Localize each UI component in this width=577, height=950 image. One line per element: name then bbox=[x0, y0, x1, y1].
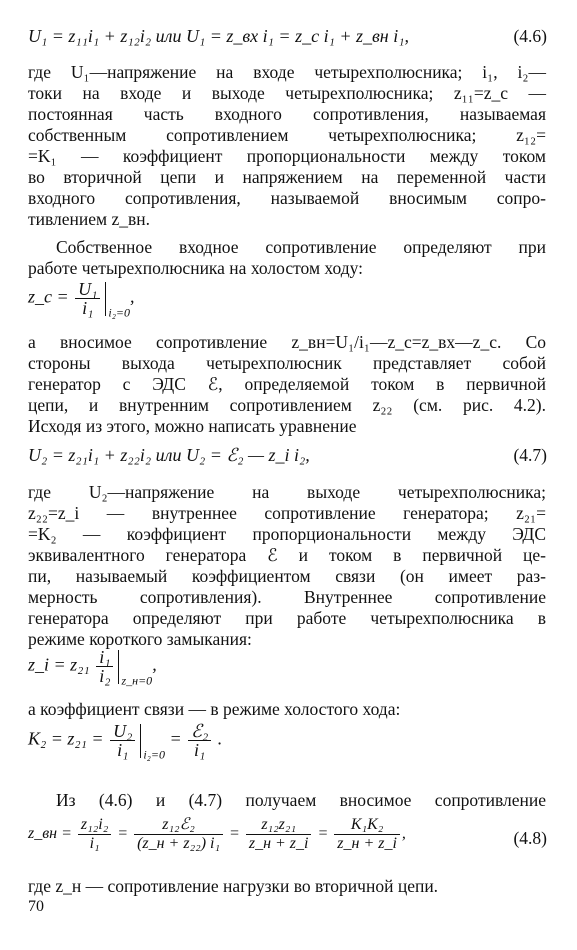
para1-line-6: во вторичной цепи и напряжением на переменной части bbox=[28, 167, 546, 187]
equation-4-8-equals-3: = bbox=[317, 825, 329, 843]
equation-k2-lhs: K₂ = z₂₁ = bbox=[28, 728, 104, 749]
equation-4-8-fraction-3 bbox=[246, 816, 312, 853]
equation-4-8-denominator-2: (z_н + z₂₂) i₁ bbox=[137, 835, 221, 852]
equation-k2-numerator-2: ℰ₂ bbox=[188, 722, 211, 741]
equation-4-8-denominator-3: z_н + z_i bbox=[248, 835, 309, 852]
equation-4-8-denominator-1: i₁ bbox=[89, 835, 100, 852]
equation-zi-condition: z_н=0 bbox=[121, 673, 153, 688]
equation-4-6-formula: U₁ = z₁₁i₁ + z₁₂i₂ или U₁ = z_вх i₁ = z_с i₁ + z_вн i₁, bbox=[28, 26, 409, 46]
para1-line-5: =K₁ — коэффициент пропорциональности между током bbox=[28, 146, 546, 166]
equation-zi-fraction bbox=[96, 648, 113, 685]
equation-4-8 bbox=[28, 816, 546, 864]
para3-line-5: Исходя из этого, можно написать уравнение bbox=[28, 416, 357, 436]
equation-4-8-numerator-4: K₁K₂ bbox=[334, 816, 400, 835]
para1-line-2: токи на входе и выходе четырехполюсника; z₁₁=z_с — bbox=[28, 83, 546, 103]
equation-4-8-numerator-2: z₁₂ℰ₂ bbox=[134, 816, 223, 835]
equation-4-8-lhs: z_вн = bbox=[28, 825, 72, 843]
page-number: 70 bbox=[28, 898, 44, 915]
evaluation-bar bbox=[105, 282, 106, 316]
equation-zi-lhs: z_i = z₂₁ bbox=[28, 654, 90, 675]
equation-4-6 bbox=[28, 26, 546, 46]
equation-4-6-number: (4.6) bbox=[513, 26, 547, 46]
equation-k2-denominator-1: i₁ bbox=[117, 740, 129, 760]
para1-line-3: постоянная часть входного сопротивления, называемая bbox=[28, 104, 546, 124]
equation-4-8-denominator-4: z_н + z_i bbox=[337, 835, 397, 852]
para1-line-7: входного сопротивления, называемой вносимым сопро- bbox=[28, 188, 546, 208]
equation-4-8-number: (4.8) bbox=[513, 828, 547, 848]
para1-line-4: собственным сопротивлением четырехполюсника; z₁₂= bbox=[28, 125, 546, 145]
equation-k2-equals: = bbox=[169, 728, 182, 749]
para3-line-3: генератор с ЭДС ℰ, определяемой током в первичной bbox=[28, 374, 546, 394]
equation-4-7 bbox=[28, 445, 546, 465]
equation-k2-fraction-2 bbox=[188, 722, 211, 759]
para3-line-1: а вносимое сопротивление z_вн=U₁/i₁—z_с=z_вх—z_с. Со bbox=[28, 332, 546, 352]
para4-line-6: мерность сопротивления). Внутреннее сопротивление bbox=[28, 587, 546, 607]
equation-4-8-numerator-1: z₁₂i₂ bbox=[78, 816, 111, 835]
evaluation-bar bbox=[140, 724, 141, 758]
equation-4-7-number: (4.7) bbox=[513, 445, 547, 465]
equation-4-8-numerator-3: z₁₂z₂₁ bbox=[246, 816, 312, 835]
equation-4-8-fraction-2 bbox=[134, 816, 223, 853]
equation-zc-denominator: i₁ bbox=[82, 298, 94, 318]
equation-k2 bbox=[28, 722, 546, 770]
para5-line: а коэффициент связи — в режиме холостого хода: bbox=[28, 699, 401, 719]
para6-line: Из (4.6) и (4.7) получаем вносимое сопротивление bbox=[56, 790, 546, 810]
para4-line-2: z₂₂=z_i — внутреннее сопротивление генератора; z₂₁= bbox=[28, 503, 546, 523]
equation-k2-denominator-2: i₁ bbox=[194, 740, 206, 760]
equation-4-8-equals-1: = bbox=[117, 825, 129, 843]
equation-zc-condition: i₂=0 bbox=[108, 305, 131, 320]
equation-4-8-fraction-1 bbox=[78, 816, 111, 853]
para4-line-5: пи, называемый коэффициентом связи (он имеет раз- bbox=[28, 566, 546, 586]
equation-zc-numerator: U₁ bbox=[75, 280, 100, 299]
equation-zi-numerator: i₁ bbox=[96, 648, 113, 667]
equation-zc-tail: , bbox=[130, 286, 135, 307]
para2-line-1: Собственное входное сопротивление определяют при bbox=[56, 237, 546, 257]
equation-k2-tail: . bbox=[217, 728, 223, 749]
para3-line-2: стороны выхода четырехполюсник представляет собой bbox=[28, 353, 546, 373]
equation-k2-numerator-1: U₂ bbox=[110, 722, 135, 741]
equation-zi-denominator: i₂ bbox=[99, 666, 111, 686]
equation-k2-condition: i₂=0 bbox=[143, 747, 165, 762]
equation-zi-tail: , bbox=[152, 654, 157, 675]
equation-zc-lhs: z_с = bbox=[28, 286, 69, 307]
para1-line-8: тивлением z_вн. bbox=[28, 209, 151, 229]
equation-zc bbox=[28, 280, 546, 324]
para7-line: где z_н — сопротивление нагрузки во вторичной цепи. bbox=[28, 876, 439, 896]
para2-line-2: работе четырехполюсника на холостом ходу: bbox=[28, 258, 364, 278]
equation-4-8-fraction-4 bbox=[334, 816, 400, 853]
para4-line-8: режиме короткого замыкания: bbox=[28, 629, 252, 649]
para4-line-1: где U₂—напряжение на выходе четырехполюсника; bbox=[28, 482, 546, 502]
equation-4-8-tail: , bbox=[401, 825, 406, 843]
para4-line-7: генератора определяют при работе четырехполюсника в bbox=[28, 608, 546, 628]
para4-line-4: эквивалентного генератора ℰ и током в первичной це- bbox=[28, 545, 546, 565]
evaluation-bar bbox=[118, 650, 119, 684]
equation-zi bbox=[28, 648, 546, 692]
equation-zc-fraction bbox=[75, 280, 100, 317]
para4-line-3: =K₂ — коэффициент пропорциональности между ЭДС bbox=[28, 524, 546, 544]
equation-k2-fraction-1 bbox=[110, 722, 135, 759]
para3-line-4: цепи, и внутренним сопротивлением z₂₂ (см. рис. 4.2). bbox=[28, 395, 546, 415]
para1-line-1: где U₁—напряжение на входе четырехполюсника; i₁, i₂— bbox=[28, 62, 546, 82]
equation-4-8-equals-2: = bbox=[229, 825, 240, 843]
equation-4-7-formula: U₂ = z₂₁i₁ + z₂₂i₂ или U₂ = ℰ₂ — z_i i₂, bbox=[28, 445, 310, 465]
